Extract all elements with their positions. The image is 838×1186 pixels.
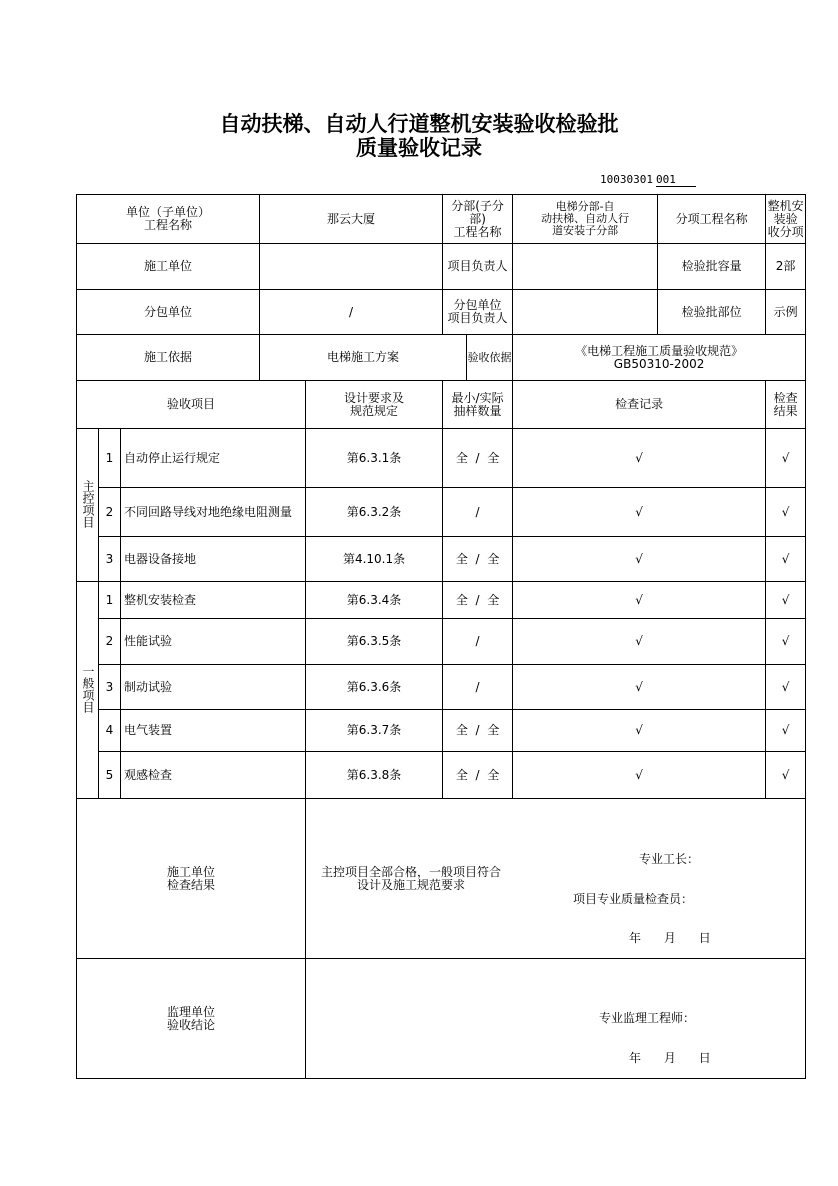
row-sample: 全 / 全: [443, 582, 513, 619]
acceptance-basis-label: 验收依据: [467, 335, 513, 381]
row-no: 2: [99, 488, 121, 537]
supervisor-date: 年 月 日: [629, 1050, 711, 1065]
row-record: √: [513, 710, 766, 752]
col-record: 检查记录: [513, 381, 766, 429]
col-design: 设计要求及 规范规定: [306, 381, 443, 429]
table-row: [77, 752, 806, 799]
capacity-label: 检验批容量: [658, 244, 766, 290]
row-clause: 第4.10.1条: [306, 537, 443, 582]
form-code: [600, 173, 696, 187]
form-code-prefix: 10030301: [600, 173, 653, 186]
unit-label: 单位（子单位） 工程名称: [77, 195, 260, 244]
row-clause: 第6.3.7条: [306, 710, 443, 752]
location-label: 检验批部位: [658, 290, 766, 335]
sub-pm-label: 分包单位 项目负责人: [443, 290, 513, 335]
row-no: 4: [99, 710, 121, 752]
row-sample: 全 / 全: [443, 710, 513, 752]
division-value: 电梯分部-自 动扶梯、自动人行 道安装子分部: [513, 195, 658, 244]
row-clause: 第6.3.8条: [306, 752, 443, 799]
row-sample: 全 / 全: [443, 429, 513, 488]
contractor-check-label: 施工单位 检查结果: [77, 799, 306, 959]
row-record: √: [513, 582, 766, 619]
table-row: [77, 537, 806, 582]
contractor-check-body: [306, 799, 806, 959]
supervisor-check-label: 监理单位 验收结论: [77, 959, 306, 1079]
inspector-signature-label: 项目专业质量检查员：: [573, 891, 694, 906]
row-no: 3: [99, 537, 121, 582]
row-sample: /: [443, 665, 513, 710]
row-name: 电气装置: [121, 710, 306, 752]
row-sample: 全 / 全: [443, 752, 513, 799]
contractor-conclusion: 主控项目全部合格，一般项目符合 设计及施工规范要求: [321, 864, 502, 892]
row-sample: 全 / 全: [443, 537, 513, 582]
foreman-signature-label: 专业工长：: [639, 851, 700, 866]
inspection-form-table: [76, 194, 806, 1079]
form-title-line2: 质量验收记录: [356, 136, 482, 160]
row-name: 电器设备接地: [121, 537, 306, 582]
pm-value: [513, 244, 658, 290]
row-result: √: [766, 488, 806, 537]
location-value: 示例: [766, 290, 806, 335]
row-name: 整机安装检查: [121, 582, 306, 619]
sub-pm-value: [513, 290, 658, 335]
col-result: 检查 结果: [766, 381, 806, 429]
row-record: √: [513, 665, 766, 710]
subcontractor-label: 分包单位: [77, 290, 260, 335]
subcontractor-value: /: [260, 290, 443, 335]
main-control-label: 主控项目: [77, 429, 99, 582]
row-name: 自动停止运行规定: [121, 429, 306, 488]
row-result: √: [766, 582, 806, 619]
row-no: 1: [99, 429, 121, 488]
row-result: √: [766, 665, 806, 710]
table-row: [77, 488, 806, 537]
row-clause: 第6.3.1条: [306, 429, 443, 488]
row-record: √: [513, 429, 766, 488]
table-row: [77, 582, 806, 619]
subitem-value: 整机安装验 收分项: [766, 195, 806, 244]
row-clause: 第6.3.4条: [306, 582, 443, 619]
row-no: 3: [99, 665, 121, 710]
row-result: √: [766, 537, 806, 582]
row-name: 制动试验: [121, 665, 306, 710]
col-sampling: 最小/实际 抽样数量: [443, 381, 513, 429]
row-name: 不同回路导线对地绝缘电阻测量: [121, 488, 306, 537]
division-label: 分部(子分部) 工程名称: [443, 195, 513, 244]
row-record: √: [513, 619, 766, 665]
subitem-label: 分项工程名称: [658, 195, 766, 244]
supervisor-signature-label: 专业监理工程师：: [599, 1010, 696, 1025]
contractor-label: 施工单位: [77, 244, 260, 290]
contractor-value: [260, 244, 443, 290]
row-record: √: [513, 537, 766, 582]
general-label: 一般项目: [77, 582, 99, 799]
row-clause: 第6.3.2条: [306, 488, 443, 537]
basis-label: 施工依据: [77, 335, 260, 381]
row-clause: 第6.3.5条: [306, 619, 443, 665]
table-row: [77, 710, 806, 752]
row-sample: /: [443, 488, 513, 537]
capacity-value: 2部: [766, 244, 806, 290]
contractor-date: 年 月 日: [629, 930, 711, 945]
supervisor-check-body: [306, 959, 806, 1079]
row-record: √: [513, 752, 766, 799]
row-record: √: [513, 488, 766, 537]
row-no: 5: [99, 752, 121, 799]
col-item: 验收项目: [77, 381, 306, 429]
table-row: [77, 429, 806, 488]
table-row: [77, 665, 806, 710]
row-clause: 第6.3.6条: [306, 665, 443, 710]
acceptance-basis-value: 《电梯工程施工质量验收规范》 GB50310-2002: [513, 335, 806, 381]
row-result: √: [766, 752, 806, 799]
row-no: 1: [99, 582, 121, 619]
row-name: 观感检查: [121, 752, 306, 799]
table-row: [77, 619, 806, 665]
row-no: 2: [99, 619, 121, 665]
form-title-line1: 自动扶梯、自动人行道整机安装验收检验批: [219, 112, 619, 136]
row-sample: /: [443, 619, 513, 665]
basis-value: 电梯施工方案: [260, 335, 467, 381]
row-name: 性能试验: [121, 619, 306, 665]
row-result: √: [766, 619, 806, 665]
unit-value: 那云大厦: [260, 195, 443, 244]
form-code-suffix: 001: [656, 173, 696, 187]
pm-label: 项目负责人: [443, 244, 513, 290]
row-result: √: [766, 429, 806, 488]
row-result: √: [766, 710, 806, 752]
